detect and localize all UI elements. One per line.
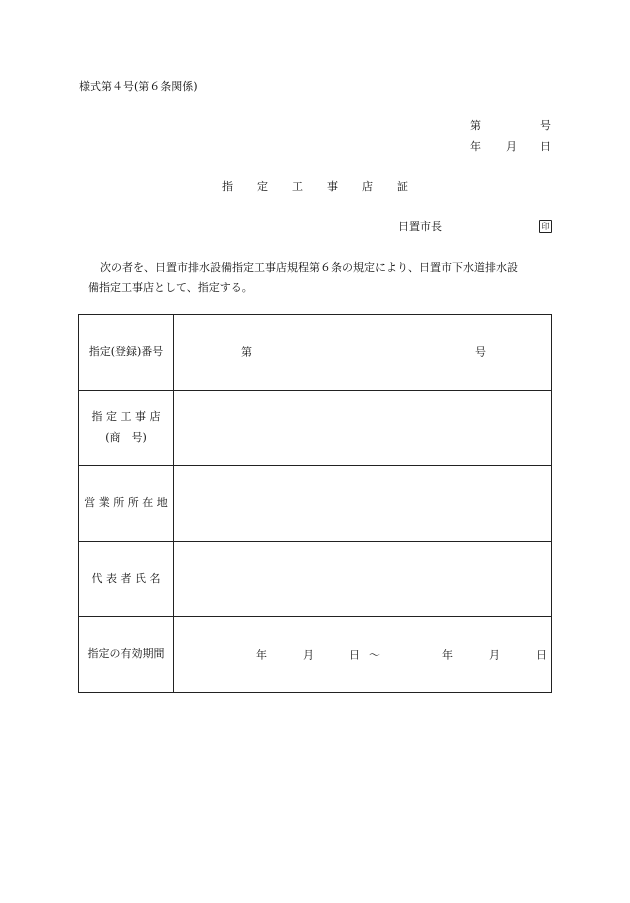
- label-line: 営 業 所 所 在 地: [84, 496, 168, 510]
- value-validity-period[interactable]: [174, 617, 552, 693]
- label-line: 指定の有効期間: [87, 647, 165, 661]
- value-representative-name[interactable]: [174, 541, 552, 617]
- issue-date-month: 月: [506, 140, 517, 153]
- title-char-5: 店: [362, 180, 373, 193]
- label-representative-name: [79, 541, 174, 617]
- issuer-seal: [539, 220, 552, 233]
- title-char-2: 定: [257, 180, 268, 193]
- form-number: 様式第４号(第６条関係): [79, 80, 198, 93]
- body-line-2: 備指定工事店として、指定する。: [88, 281, 253, 294]
- title-char-4: 事: [327, 180, 338, 193]
- label-validity-period: [79, 617, 174, 693]
- body-line-1: 次の者を、日置市排水設備指定工事店規程第６条の規定により、日置市下水道排水設: [100, 261, 518, 274]
- registration-number-suffix: 号: [475, 345, 486, 359]
- seal-mark: 印: [539, 220, 552, 233]
- issue-date-day: 日: [540, 140, 551, 153]
- label-line: (商 号): [105, 430, 147, 444]
- value-registration-number[interactable]: [174, 315, 552, 391]
- table-row: [79, 541, 552, 617]
- issue-number-suffix: 号: [540, 119, 551, 132]
- to-month: 月: [489, 648, 500, 662]
- from-day: 日: [349, 648, 360, 662]
- table-row: [79, 617, 552, 693]
- label-line: 代 表 者 氏 名: [91, 571, 161, 585]
- table-row: [79, 466, 552, 542]
- issue-date-year: 年: [470, 140, 481, 153]
- from-year: 年: [256, 648, 267, 662]
- label-line: 指 定 工 事 店: [91, 410, 161, 423]
- value-contractor-name[interactable]: [174, 390, 552, 466]
- registration-number-prefix: 第: [241, 345, 252, 359]
- issue-number-prefix: 第: [470, 119, 481, 132]
- label-line: 指定(登録)番号: [88, 344, 164, 358]
- table-row: [79, 315, 552, 391]
- to-day: 日: [536, 648, 547, 662]
- label-contractor-name: [79, 390, 174, 466]
- issuer-name: 日置市長: [398, 220, 442, 233]
- from-month: 月: [303, 648, 314, 662]
- title-char-6: 証: [397, 180, 408, 193]
- period-tilde: ～: [369, 648, 380, 662]
- label-registration-number: [79, 315, 174, 391]
- title-char-3: 工: [292, 180, 303, 193]
- table-row: [79, 390, 552, 466]
- label-business-address: [79, 466, 174, 542]
- to-year: 年: [442, 648, 453, 662]
- value-business-address[interactable]: [174, 466, 552, 542]
- registration-table: [78, 314, 552, 693]
- title-char-1: 指: [222, 180, 233, 193]
